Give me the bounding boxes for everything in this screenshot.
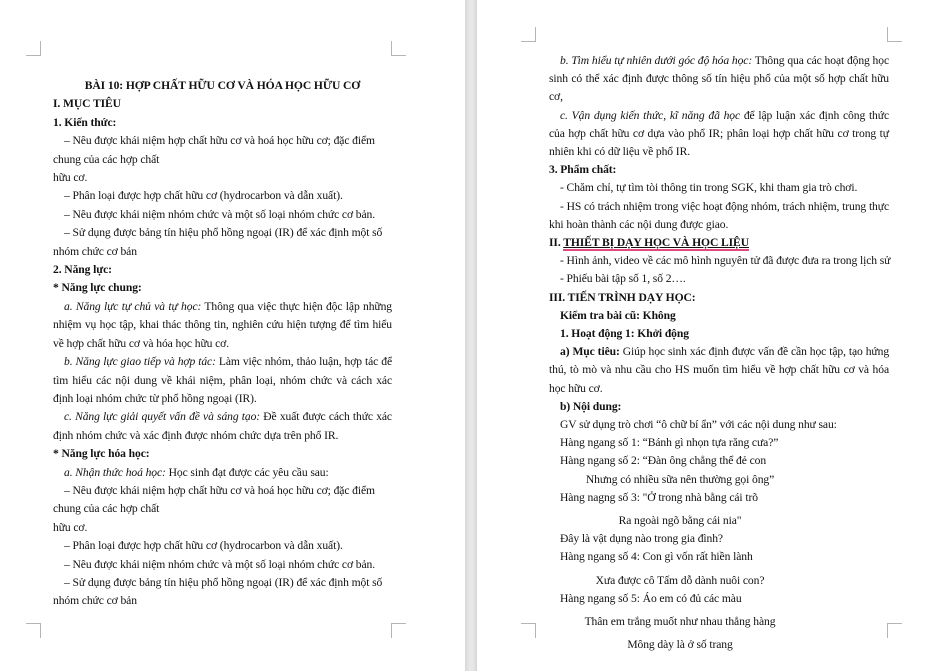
heading-general-ability: * Năng lực chung: <box>53 281 142 295</box>
margin-corner-mark <box>521 623 536 638</box>
paragraph: – Phân loại được hợp chất hữu cơ (hydrocarbon và dẫn xuất). <box>64 189 343 203</box>
riddle-row: Hàng ngang số 1: “Bánh gì nhọn tựa răng cưa?” <box>560 436 779 450</box>
riddle-row: Hàng ngang số 5: Áo em có đủ các màu <box>560 591 742 605</box>
margin-corner-mark <box>391 623 406 638</box>
text: Học sinh đạt được các yêu cầu sau: <box>165 465 329 479</box>
label: b. Năng lực giao tiếp và hợp tác: <box>64 355 216 369</box>
page-2-body[interactable] <box>549 52 889 655</box>
paragraph <box>549 343 889 398</box>
paragraph: - HS có trách nhiệm trong việc hoạt động nhóm, trách nhiệm, trung thực khi hoàn thành các nội dung được giao. <box>549 199 889 231</box>
heading-qualities: 3. Phẩm chất: <box>549 163 617 177</box>
heading-activity-1: 1. Hoạt động 1: Khởi động <box>560 327 689 341</box>
paragraph: GV sử dụng trò chơi “ô chữ bí ẩn” với các nội dung như sau: <box>560 418 837 432</box>
paragraph: – Phân loại được hợp chất hữu cơ (hydrocarbon và dẫn xuất). <box>64 539 343 553</box>
paragraph <box>53 353 392 408</box>
riddle-line: Mông dày là ở số trang <box>627 638 733 652</box>
label: c. Năng lực giải quyết vấn đề và sáng tạo: <box>64 410 261 424</box>
text: Thông qua các hoạt động học sinh có thể xác định được thông số tín hiệu phổ của một số hợp chất hữu cơ, <box>549 54 890 104</box>
paragraph <box>53 298 392 353</box>
document-title: BÀI 10: HỢP CHẤT HỮU CƠ VÀ HÓA HỌC HỮU CƠ <box>84 79 361 92</box>
page-gap <box>465 0 477 671</box>
text: Đề xuất được cách thức xác định nhóm chức và xác định được nhóm chức dựa trên phổ IR. <box>53 410 392 442</box>
paragraph: – Nêu được khái niệm hợp chất hữu cơ và hoá học hữu cơ; đặc điểm chung của các hợp chất <box>53 483 375 516</box>
paragraph <box>53 464 392 482</box>
riddle-line: Xưa được cô Tấm dỗ dành nuôi con? <box>595 573 765 587</box>
paragraph: - Hình ảnh, video về các mô hình nguyên tử đã được đưa ra trong lịch sử <box>560 254 891 268</box>
heading-materials <box>549 234 889 252</box>
page-1 <box>0 0 465 671</box>
margin-corner-mark <box>521 27 536 42</box>
paragraph <box>549 52 889 107</box>
paragraph: - Chăm chỉ, tự tìm tòi thông tin trong SGK, khi tham gia trò chơi. <box>560 181 858 195</box>
riddle-row: Hàng nagng số 3: "Ở trong nhà bằng cái trõ <box>560 490 758 504</box>
paragraph: – Nêu được khái niệm nhóm chức và một số loại nhóm chức cơ bản. <box>64 207 376 221</box>
heading-chem-ability: * Năng lực hóa học: <box>53 447 150 461</box>
label: a. Nhận thức hoá học: <box>64 465 166 479</box>
text: Thông qua việc thực hiện độc lập những nhiệm vụ học tập, khai thác thông tin, nghiên cứu hiện tượng để tìm hiểu về hợp chất hữu cơ và hóa học hữu cơ. <box>53 299 392 350</box>
heading-prefix: II. <box>549 236 564 250</box>
label: c. Vận dụng kiến thức, kĩ năng đã học <box>560 108 741 122</box>
paragraph: hữu cơ. <box>53 520 88 534</box>
riddle-row: Hàng ngang số 4: Con gì vốn rất hiền lành <box>560 550 753 564</box>
heading-process: III. TIẾN TRÌNH DẠY HỌC: <box>549 290 696 304</box>
page-1-body[interactable] <box>53 77 392 611</box>
page-2 <box>477 0 933 671</box>
text: Làm việc nhóm, thảo luận, hợp tác để tìm hiểu các nội dung về khái niệm, phân loại, nhóm chức và cách xác định loại nhóm chức từ phổ hồng ngoại (IR). <box>53 355 392 405</box>
paragraph: – Nêu được khái niệm nhóm chức và một số loại nhóm chức cơ bản. <box>64 557 376 571</box>
text: Giúp học sinh xác định được vấn đề cần học tập, tạo hứng thú, tò mò và nhu cầu cho HS muốn tìm hiểu về hợp chất hữu cơ và hóa học hữu cơ. <box>549 345 890 395</box>
riddle-line: Đây là vật dụng nào trong gia đình? <box>560 532 723 546</box>
paragraph: – Sử dụng được bảng tín hiệu phổ hồng ngoại (IR) để xác định một số nhóm chức cơ bản <box>53 226 383 258</box>
label: b. Tìm hiểu tự nhiên dưới góc độ hóa học: <box>560 54 753 67</box>
heading-ability: 2. Năng lực: <box>53 263 112 277</box>
heading-objectives: I. MỤC TIÊU <box>53 97 121 111</box>
paragraph: – Sử dụng được bảng tín hiệu phổ hồng ngoại (IR) để xác định một số nhóm chức cơ bản <box>53 575 383 608</box>
paragraph: - Phiếu bài tập số 1, số 2…. <box>560 272 686 286</box>
heading-review: Kiểm tra bài cũ: Không <box>560 308 676 322</box>
riddle-line: Ra ngoài ngõ bằng cái nia" <box>618 514 742 528</box>
margin-corner-mark <box>887 27 902 42</box>
margin-corner-mark <box>887 623 902 638</box>
margin-corner-mark <box>26 623 41 638</box>
text: để lập luận xác định công thức của hợp chất hữu cơ dựa vào phổ IR; phân loại hợp chất hữu cơ trong tự nhiên khi có dữ liệu về phổ IR. <box>549 108 889 159</box>
label: a) Mục tiêu: <box>560 345 620 359</box>
heading-knowledge: 1. Kiến thức: <box>53 115 117 129</box>
margin-corner-mark <box>26 41 41 56</box>
heading-content: b) Nội dung: <box>560 399 622 413</box>
paragraph: hữu cơ. <box>53 171 88 185</box>
margin-corner-mark <box>391 41 406 56</box>
riddle-line: Nhưng có nhiều sữa nên thường gọi ông” <box>585 472 775 486</box>
spellcheck-flagged-text[interactable]: THIẾT BỊ DẠY HỌC VÀ HỌC LIỆU <box>563 236 749 250</box>
paragraph: – Nêu được khái niệm hợp chất hữu cơ và hoá học hữu cơ; đặc điểm chung của các hợp chất <box>53 134 375 166</box>
paragraph <box>549 107 889 162</box>
riddle-row: Hàng ngang số 2: “Đàn ông chẳng thể đẻ con <box>560 454 767 468</box>
label: a. Năng lực tự chủ và tự học: <box>64 299 202 313</box>
paragraph <box>53 408 392 445</box>
riddle-line: Thân em trắng muốt như nhau thẳng hàng <box>584 615 776 629</box>
